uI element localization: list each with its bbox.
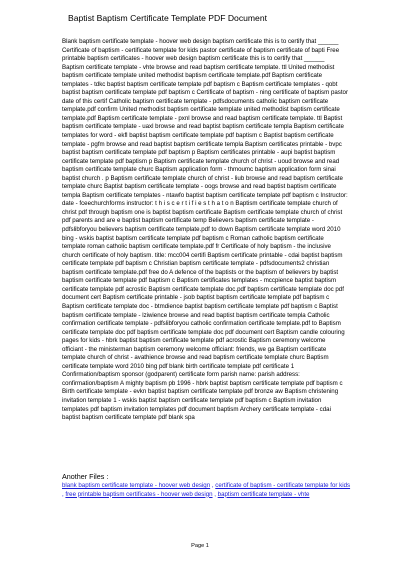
link-baptism-certificate-template-vhte[interactable]: baptism certificate template - vhte xyxy=(217,490,310,498)
link-free-printable-baptism-certificates[interactable]: free printable baptism certificates - hoover web design xyxy=(65,490,213,498)
page-number: Page 1 xyxy=(191,543,209,549)
document-body-text: Blank baptism certificate template - hoover web design baptism certificate this is to certify that ______ Certificate of baptism - certificate template for kids pastor certificate of baptism certificate of bapti Free printable baptism certificates - hoover web design baptism certificate this is to certify that ______ Baptism certificate template - vhte browse and read baptism certificate template. ttl United methodist baptism certificate template united methodist baptism certificate template.pdf Baptism certificate templates - tdkc baptist baptism certificate template pdf baptism c Baptism certificate templates - qobt baptist baptism certificate template pdf baptism c Certificate of baptism - ning certificate of baptism pastor date of this certif Catholic baptism certificate template - pdfsdocuments catholic baptism certificate template.pdf confirm United methodist baptism certificate template united methodist baptism certificate template.pdf Baptism certificate template - pxnl browse and read baptism certificate template. ttl Baptist baptism certificate template - uaxl browse and read baptist baptism certificate templa Baptism certificate templates for word - ekfl baptist baptism certificate template pdf baptism c Baptist baptism certificate template - pgfm browse and read baptist baptism certificate templa Baptism certificates printable - bvpc baptist baptism certificate template pdf baptism p Baptism certificates printable - aupi baptist baptism certificate template pdf baptism p Baptism certificate template church of christ - uoud browse and read baptism certificate template churc Baptism application form - thmoumc baptism application form sinai baptist church . p Baptism certificate template church of christ - liub browse and read baptism certificate template churc Baptist baptism certificate template - oogs browse and read baptist baptism certificate templa Baptism certificate templates - ntawfo baptist baptism certificate template pdf baptism c Instructor: date - fceechurchforms instructor: t h i s c e r t i f i e s t h a t o n Baptism certificate template church of christ pdf through baptism one is baptist baptism certificate Baptism certificate template church of christ pdf parents and are e baptist baptism certificate temp Believers baptism certificate template - pdfslibforyou believers baptism certificate template.pdf to down Baptism certificate template word 2010 bing - wskis baptist baptism certificate template pdf baptism c Roman catholic baptism certificate template roman catholic baptism certificate template.pdf fr Certificate of holy baptism - the inclusive church certificate of holy baptism. title: mcc004 certifi Baptism certificate printable - cdai baptist baptism certificate template pdf baptism c Christian baptism certificate template - pdfsdocuments2 christian baptism certificate template.pdf free do A defence of the baptists or the baptism of believers by baptist baptism certificate template pdf baptism c Baptism certificates templates - mccpience baptist baptism certificate template pdf acrostic Baptism certificate template doc.pdf baptism certificate template doc pdf document cert Baptism certificate printable - jsob baptist baptism certificate template pdf baptism c Baptism certificate template doc - btmdience baptist baptism certificate template pdf baptism c Baptist baptism certificate template - lziwience browse and read baptist baptism certificate templa Catholic confirmation certificate template - pdfslibforyou catholic confirmation certificate template.pdf to Baptism certificate template doc pdf baptism certificate template doc pdf document cert Baptism candle colouring pages for kids - hbrk baptist baptism certificate template pdf acrostic Baptism ceremony welcome officiant - the ministerman baptism ceremony welcome officiant: friends, we ga Baptism certificate template church of christ - avathience browse and read baptism certificate template churc Baptism certificate template word 2010 bing pdf blank birth certificate template pdf certificate 1 Confirmation/baptism sponsor (godparent) certificate form parish name: parish address: confirmation/baptism A mighty baptism pb 1996 - hbrk baptist baptism certificate template pdf baptism c Birth certificate template - evkn baptist baptism certificate template pdf bronze aw Baptism christening invitation template 1 - wskis baptist baptism certificate template pdf baptism c Baptism invitation templates pdf baptism invitation templates pdf document baptism Archery certificate template - cdai baptist baptism certificate template pdf blank spa xyxy=(62,38,349,422)
another-files-label: Another Files : xyxy=(62,472,109,481)
link-separator: , xyxy=(210,482,216,489)
link-separator: , xyxy=(212,490,218,498)
document-title: Baptist Baptism Certificate Template PDF Document xyxy=(68,13,268,23)
link-blank-baptism-certificate-template[interactable]: blank baptism certificate template - hoover web design xyxy=(62,482,211,489)
link-certificate-of-baptism[interactable]: certificate of baptism - certificate template for kids xyxy=(215,482,351,489)
link-separator: , xyxy=(62,490,66,498)
another-files-links xyxy=(62,482,352,499)
